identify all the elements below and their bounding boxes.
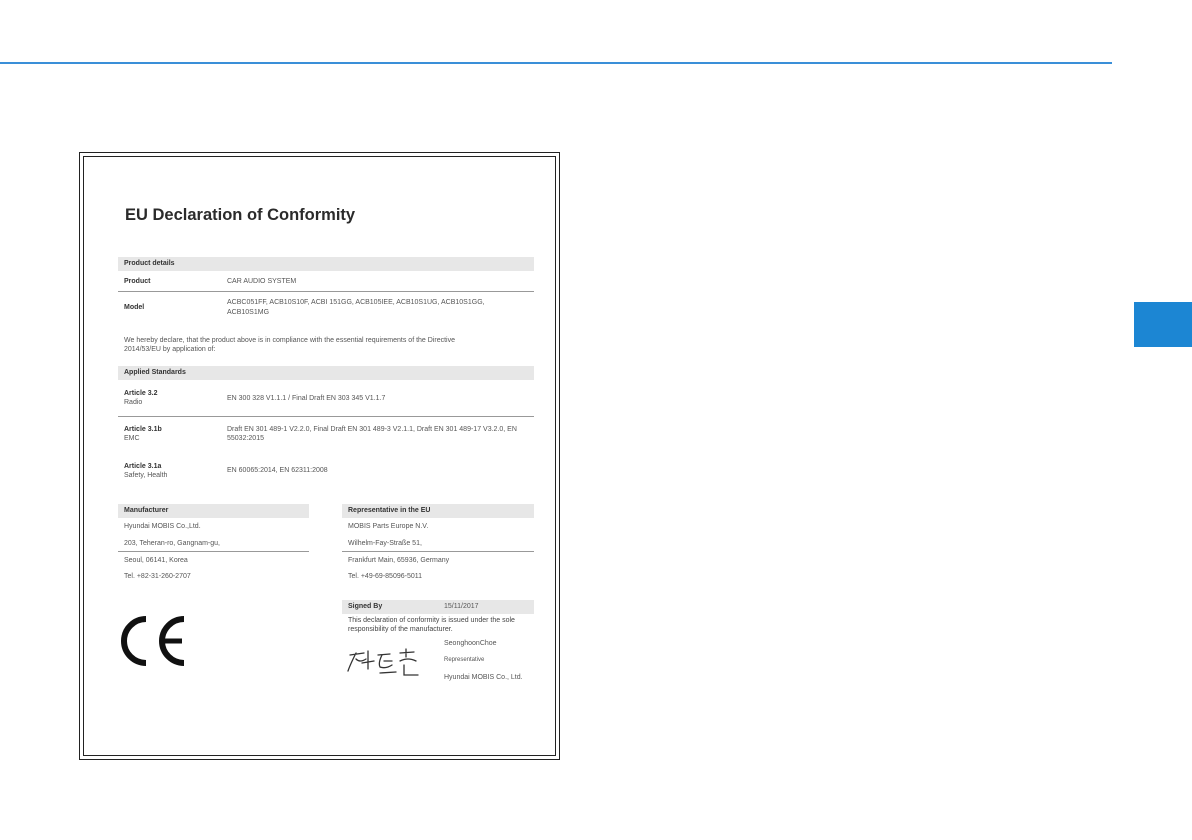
product-details-header: Product details	[124, 260, 175, 267]
manufacturer-header: Manufacturer	[124, 507, 169, 514]
declaration-line1: We hereby declare, that the product above is in compliance with the essential requirements of the Directive	[124, 337, 455, 344]
manufacturer-line: Seoul, 06141, Korea	[124, 557, 188, 564]
standard-value: Draft EN 301 489-1 V2.2.0, Final Draft EN 301 489-3 V2.1.1, Draft EN 301 489-17 V3.2.0, EN	[227, 426, 517, 433]
manufacturer-line: Hyundai MOBIS Co.,Ltd.	[124, 523, 201, 530]
representative-line: Wilhelm-Fay-Straße 51,	[348, 540, 422, 547]
signer-role: Representative	[444, 657, 485, 663]
signer-name: SeonghoonChoe	[444, 640, 497, 647]
standard-article-sub: Safety, Health	[124, 472, 168, 479]
declaration-line2: 2014/53/EU by application of:	[124, 346, 216, 353]
signed-label: Signed By	[348, 603, 383, 610]
ce-mark-icon	[120, 615, 190, 667]
representative-line: MOBIS Parts Europe N.V.	[348, 523, 429, 530]
document-title: EU Declaration of Conformity	[125, 206, 356, 224]
declaration-document	[79, 152, 560, 760]
product-label: Product	[124, 278, 151, 285]
standard-value: EN 300 328 V1.1.1 / Final Draft EN 303 345 V1.1.7	[227, 395, 386, 402]
divider	[118, 551, 309, 552]
model-label: Model	[124, 304, 145, 311]
divider	[118, 416, 534, 417]
model-value-line2: ACB10S1MG	[227, 309, 270, 316]
representative-header: Representative in the EU	[348, 507, 431, 514]
header-rule	[0, 62, 1112, 64]
product-value: CAR AUDIO SYSTEM	[227, 278, 297, 285]
representative-line: Frankfurt Main, 65936, Germany	[348, 557, 450, 564]
manufacturer-line: Tel. +82-31-260-2707	[124, 573, 191, 580]
product-details-bar	[118, 257, 534, 271]
standard-article: Article 3.1b	[124, 426, 162, 433]
signed-date: 15/11/2017	[444, 603, 479, 610]
manufacturer-line: 203, Teheran-ro, Gangnam-gu,	[124, 540, 220, 547]
standard-article-sub: Radio	[124, 399, 143, 406]
section-tab[interactable]	[1134, 302, 1192, 347]
signed-note-line1: This declaration of conformity is issued under the sole	[348, 617, 515, 624]
standard-value: EN 60065:2014, EN 62311:2008	[227, 467, 328, 474]
signature-icon	[344, 645, 424, 681]
standard-article-sub: EMC	[124, 435, 140, 442]
model-value-line1: ACBC051FF, ACB10S10F, ACBI 151GG, ACB105IEE, ACB10S1UG, ACB10S1GG,	[227, 299, 485, 306]
standard-article: Article 3.2	[124, 390, 158, 397]
divider	[118, 291, 534, 292]
divider	[342, 551, 534, 552]
standard-value-cont: 55032:2015	[227, 435, 264, 442]
representative-line: Tel. +49-69-85096-5011	[348, 573, 423, 580]
standard-article: Article 3.1a	[124, 463, 162, 470]
signer-company: Hyundai MOBIS Co., Ltd.	[444, 674, 523, 681]
signed-note-line2: responsibility of the manufacturer.	[348, 626, 453, 633]
applied-standards-header: Applied Standards	[124, 369, 186, 376]
